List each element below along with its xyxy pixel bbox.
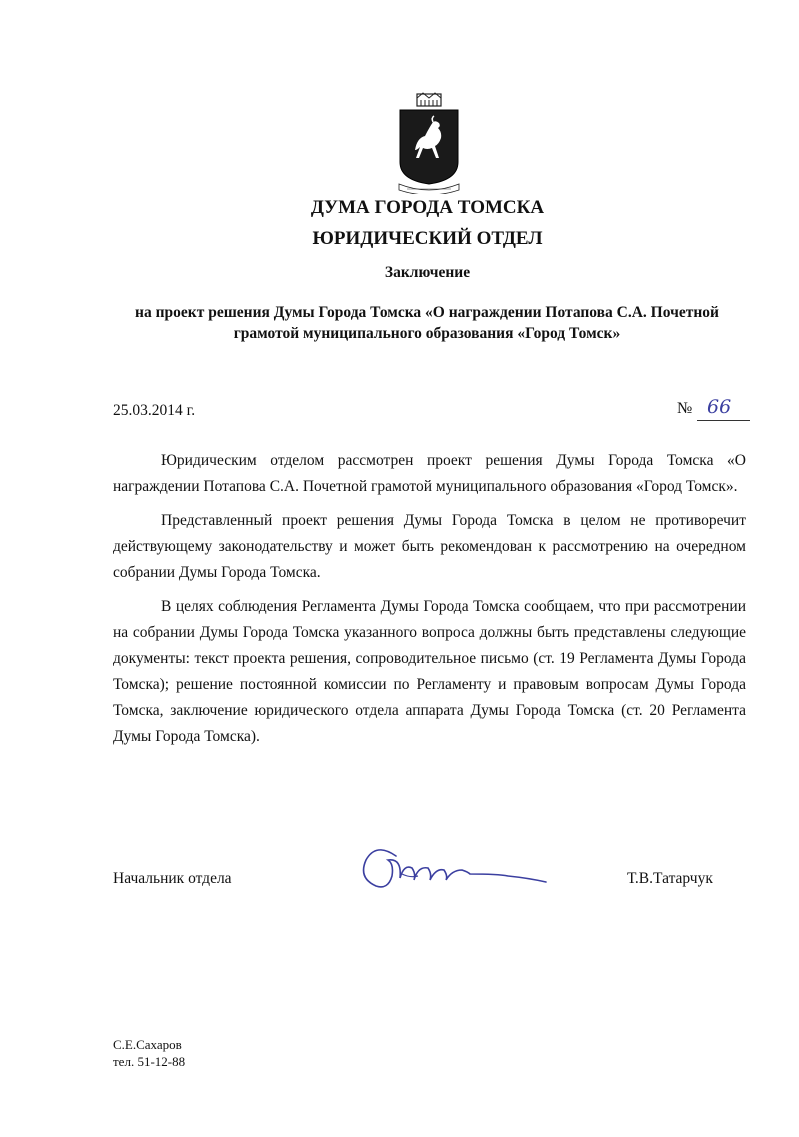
signer-position: Начальник отдела xyxy=(113,870,232,887)
contact-info xyxy=(113,1036,185,1070)
number-value: 66 xyxy=(707,396,732,418)
body-paragraph: Представленный проект решения Думы Города Томска в целом не противоречит действующему законодательству и может быть рекомендован к рассмотрению на очередном собрании Думы Города Томска. xyxy=(113,512,746,581)
number-underline xyxy=(697,420,750,421)
document-subject: на проект решения Думы Города Томска «О награждении Потапова С.А. Почетной грамотой муниципального образования «Город Томск» xyxy=(135,304,719,342)
document-date: 25.03.2014 г. xyxy=(113,402,196,419)
document-number xyxy=(677,396,752,418)
document-type: Заключение xyxy=(384,264,471,281)
body-paragraph: Юридическим отделом рассмотрен проект решения Думы Города Томска «О награждении Потапова С.А. Почетной грамотой муниципального образования «Город Томск». xyxy=(113,452,746,495)
signer-name: Т.В.Татарчук xyxy=(627,870,713,887)
contact-name: С.Е.Сахаров xyxy=(113,1037,182,1052)
organization-title: ДУМА ГОРОДА ТОМСКА xyxy=(310,197,545,218)
body-paragraph: В целях соблюдения Регламента Думы Города Томска сообщаем, что при рассмотрении на собрании Думы Города Томска указанного вопроса должны быть представлены следующие документы: текст проекта решения, сопроводительное письмо (ст. 19 Регламента Думы Города Томска); решение постоянной комиссии по Регламенту и правовым вопросам Думы Города Томска, заключение юридического отдела аппарата Думы Города Томска (ст. 20 Регламента Думы Города Томска). xyxy=(113,598,746,745)
department-title: ЮРИДИЧЕСКИЙ ОТДЕЛ xyxy=(312,228,543,249)
document-body xyxy=(113,448,746,758)
contact-phone: тел. 51-12-88 xyxy=(113,1054,186,1069)
tomsk-coat-of-arms-icon xyxy=(395,92,463,194)
number-label: № xyxy=(677,400,693,417)
handwritten-signature xyxy=(358,838,553,898)
